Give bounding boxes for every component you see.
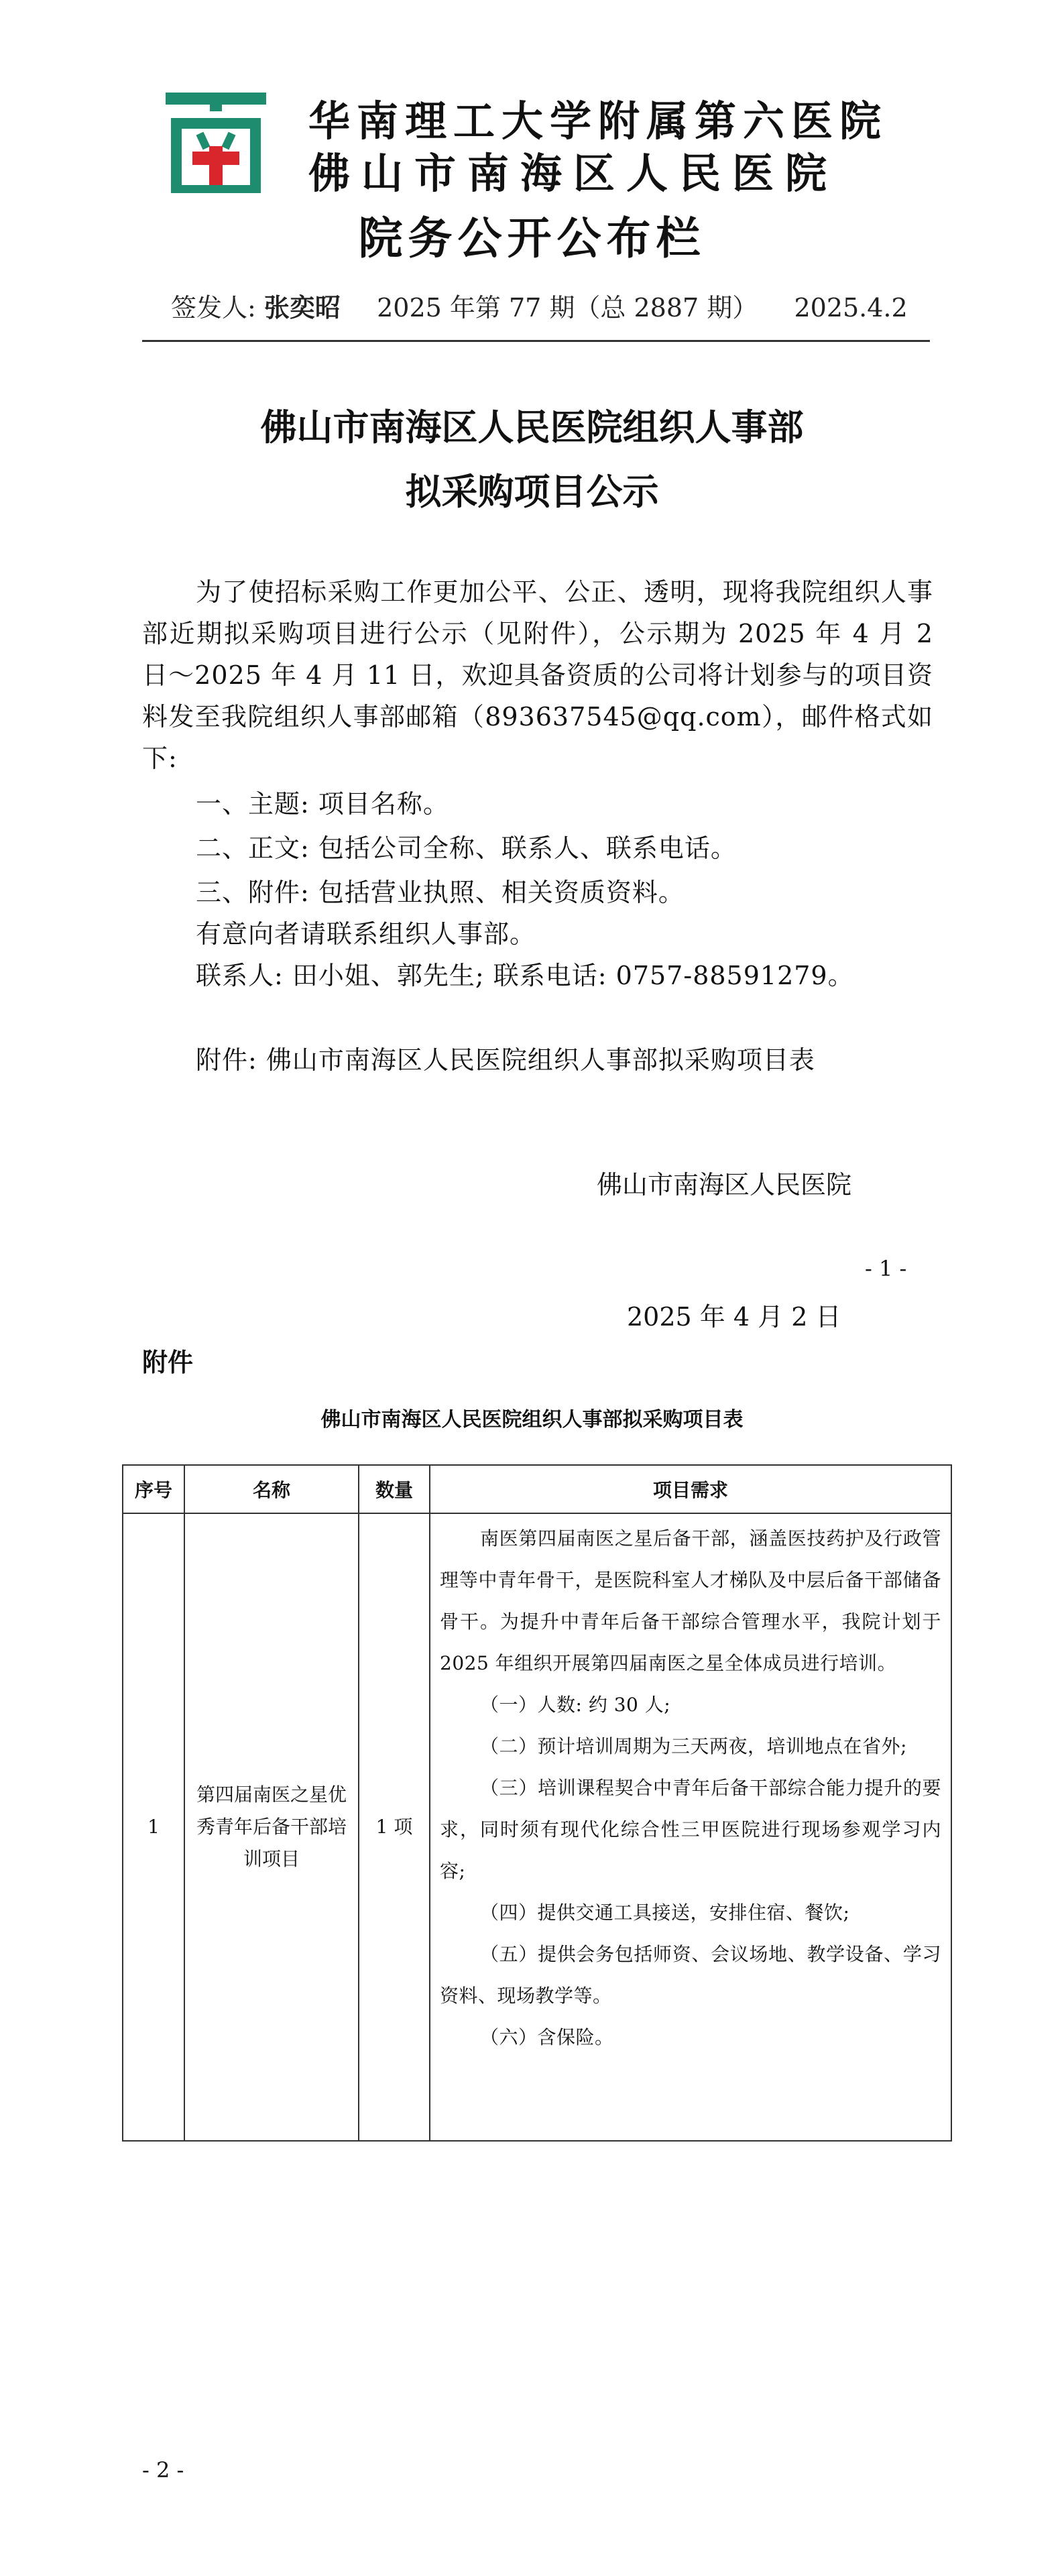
row-project-name: 第四届南医之星优秀青年后备干部培训项目 (184, 1513, 359, 2141)
attachment-label: 附件 (142, 1348, 194, 1377)
requirement-item: （五）提供会务包括师资、会议场地、教学设备、学习资料、现场教学等。 (440, 1943, 941, 2007)
table-title: 佛山市南海区人民医院组织人事部拟采购项目表 (320, 1408, 744, 1431)
notice-body-paragraph: 为了使招标采购工作更加公平、公正、透明，现将我院组织人事部近期拟采购项目进行公示（见附件），公示期为 2025 年 4 月 2 日～2025 年 4 月 11 日，欢迎具备资质的公司将计划参与的项目资料发至我院组织人事部邮箱（893637545@qq.com），邮件格式如下: (142, 577, 933, 773)
requirement-item: （一）人数: 约 30 人; (480, 1694, 671, 1716)
issue-line (171, 292, 908, 323)
table-row (123, 1513, 951, 2141)
header-divider (142, 340, 930, 342)
notice-title-line-1: 佛山市南海区人民医院组织人事部 (260, 406, 804, 449)
email-format-item-body: 二、正文: 包括公司全称、联系人、联系电话。 (196, 833, 737, 863)
column-header-quantity: 数量 (359, 1465, 430, 1513)
notice-date: 2025 年 4 月 2 日 (627, 1302, 841, 1332)
page-number: - 2 - (142, 2457, 184, 2483)
signer-label: 签发人: (171, 293, 256, 323)
attachment-reference: 附件: 佛山市南海区人民医院组织人事部拟采购项目表 (196, 1045, 815, 1075)
issue-number: 2025 年第 77 期（总 2887 期） (377, 293, 758, 323)
bulletin-title: 院务公开公布栏 (358, 212, 706, 264)
table-header-row (123, 1465, 951, 1513)
row-requirements (430, 1513, 951, 2141)
hospital-name-secondary: 佛山市南海区人民医院 (308, 149, 839, 198)
issue-date: 2025.4.2 (794, 293, 908, 323)
contact-line: 联系人: 田小姐、郭先生; 联系电话: 0757-88591279。 (196, 961, 854, 990)
hospital-logo-icon (166, 93, 266, 193)
notice-title-line-2: 拟采购项目公示 (405, 470, 659, 513)
row-quantity: 1 项 (359, 1513, 430, 2141)
requirement-item: （四）提供交通工具接送，安排住宿、餐饮; (480, 1901, 850, 1924)
requirement-paragraph: 南医第四届南医之星后备干部，涵盖医技药护及行政管理等中青年骨干，是医院科室人才梯队及中层后备干部储备骨干。为提升中青年后备干部综合管理水平，我院计划于 2025 年组织开展第四届南医之星全体成员进行培训。 (440, 1527, 941, 1674)
email-format-item-subject: 一、主题: 项目名称。 (196, 789, 449, 819)
requirement-item: （二）预计培训周期为三天两夜，培训地点在省外; (480, 1735, 907, 1757)
requirement-item: （六）含保险。 (480, 2026, 614, 2048)
column-header-requirements: 项目需求 (430, 1465, 951, 1513)
page-number: - 1 - (865, 1256, 907, 1281)
email-format-item-attachment: 三、附件: 包括营业执照、相关资质资料。 (196, 878, 685, 907)
row-index: 1 (123, 1513, 184, 2141)
column-header-index: 序号 (123, 1465, 184, 1513)
contact-hint: 有意向者请联系组织人事部。 (196, 919, 536, 949)
hospital-name-primary: 华南理工大学附属第六医院 (308, 97, 888, 145)
requirement-item: （三）培训课程契合中青年后备干部综合能力提升的要求，同时须有现代化综合性三甲医院进行现场参观学习内容; (440, 1777, 941, 1882)
signature-organization: 佛山市南海区人民医院 (597, 1170, 852, 1199)
column-header-name: 名称 (184, 1465, 359, 1513)
signer-name: 张奕昭 (263, 292, 341, 323)
procurement-table (122, 1464, 952, 2142)
